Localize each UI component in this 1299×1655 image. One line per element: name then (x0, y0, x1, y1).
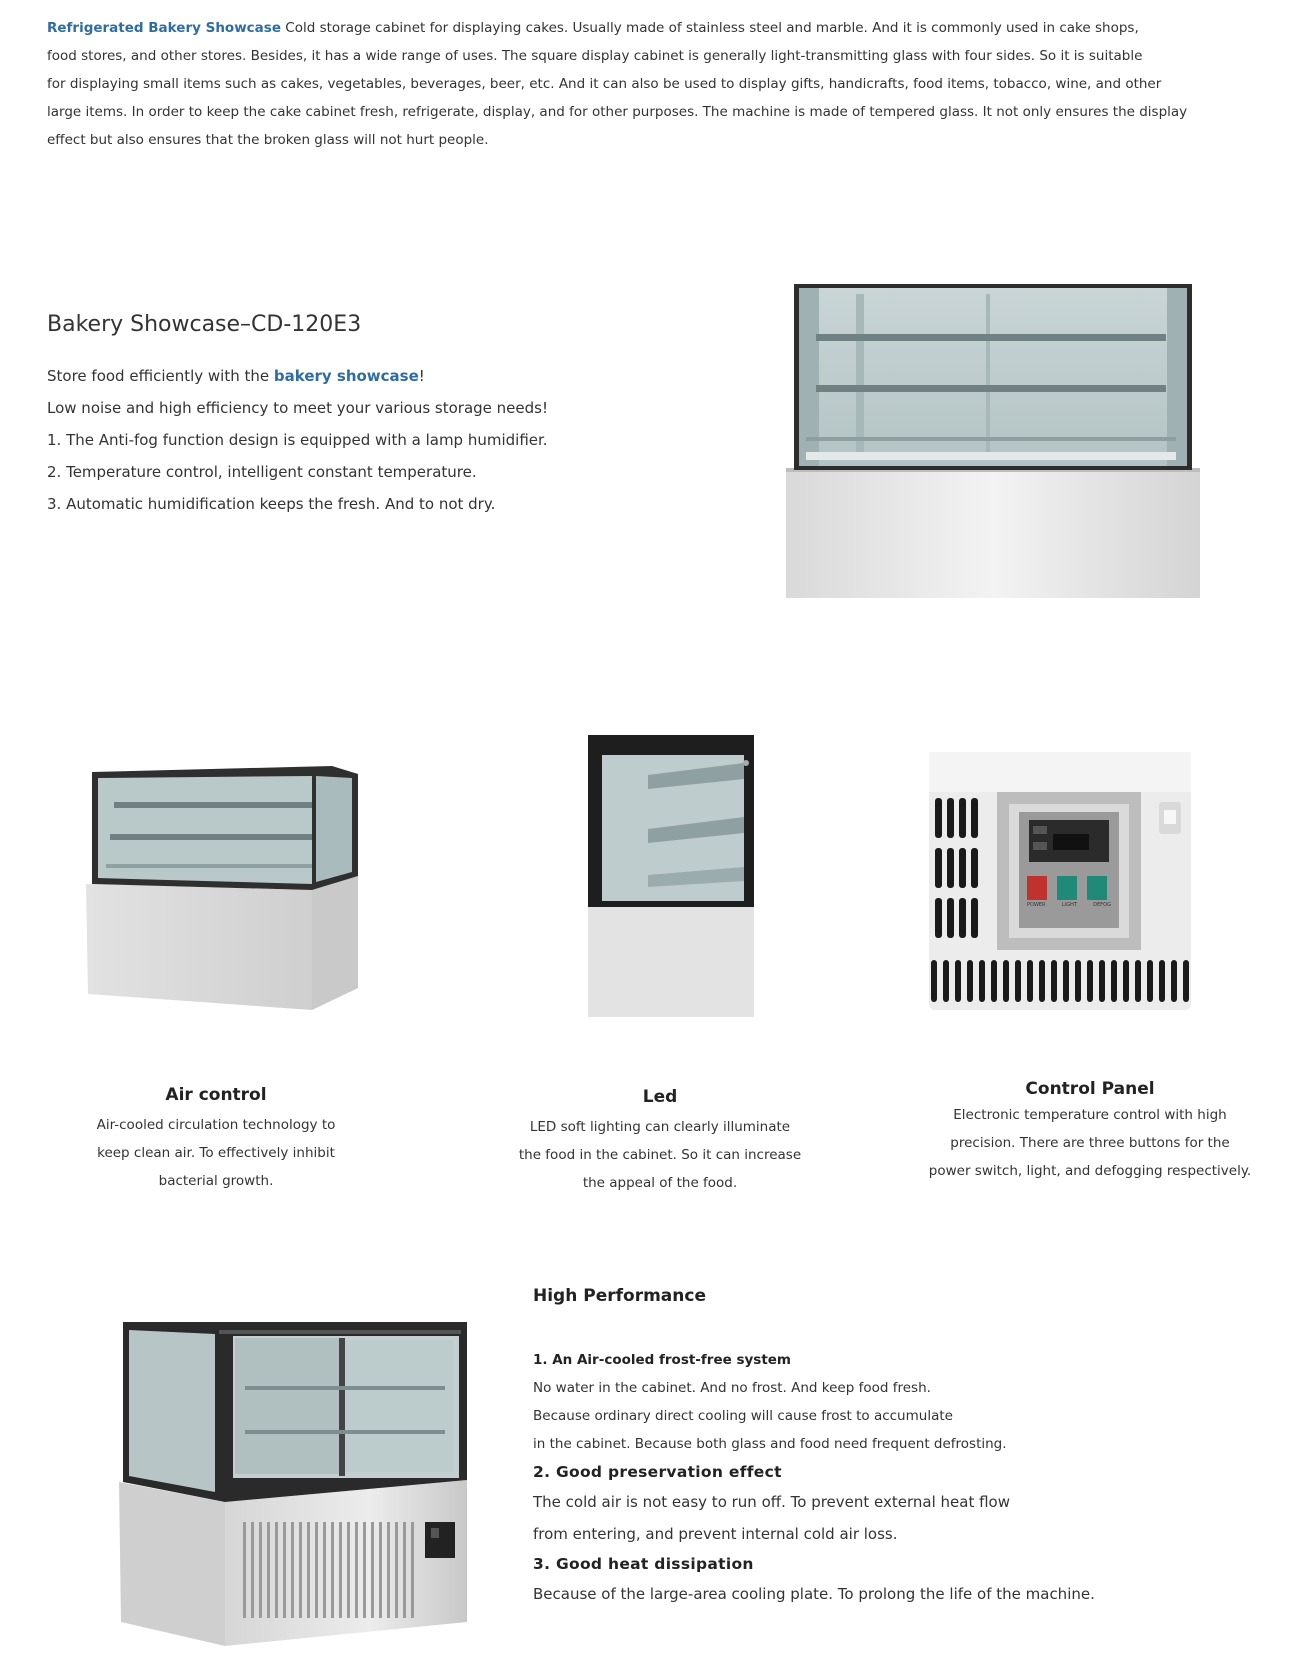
item2-title: 2. Good preservation effect (533, 1463, 782, 1481)
product-main-image (786, 282, 1200, 598)
defog-switch-label: DEFOG (1093, 902, 1111, 908)
power-switch-label: POWER (1027, 902, 1046, 908)
item1-line: Because ordinary direct cooling will cause frost to accumulate (533, 1408, 953, 1424)
item2-line: from entering, and prevent internal cold air loss. (533, 1525, 898, 1543)
light-switch-label: LIGHT (1061, 902, 1077, 908)
feature-title: Control Panel (1025, 1079, 1155, 1099)
intro-paragraph (47, 14, 1188, 154)
feature-title: Led (642, 1087, 678, 1107)
feature-air-control (66, 1085, 366, 1195)
feature-description: Electronic temperature control with high precision. There are three buttons for the power switch, light, and defogging respectively. (928, 1107, 1252, 1179)
feature-description: Air-cooled circulation technology to keep clean air. To effectively inhibit bacterial growth. (96, 1117, 336, 1189)
intro-line-3: for displaying small items such as cakes, vegetables, beverages, beer, etc. And it can also be used to display gifts, handicrafts, food items, tobacco, wine, and other (47, 76, 1162, 92)
high-performance-section (533, 1286, 1233, 1610)
product-line-1: Store food efficiently with the bakery showcase! (47, 367, 425, 385)
item3-line: Because of the large-area cooling plate. To prolong the life of the machine. (533, 1585, 1095, 1603)
led-image (588, 735, 754, 1017)
product-line-2: Low noise and high efficiency to meet your various storage needs! (47, 399, 548, 417)
item1-line: in the cabinet. Because both glass and food need frequent defrosting. (533, 1436, 1007, 1452)
feature-description: LED soft lighting can clearly illuminate the food in the cabinet. So it can increase the appeal of the food. (518, 1119, 802, 1191)
intro-line-2: food stores, and other stores. Besides, it has a wide range of uses. The square display cabinet is generally light-transmitting glass with four sides. So it is suitable (47, 48, 1143, 64)
air-control-image (86, 766, 362, 1010)
control-panel-switch-labels (1027, 902, 1111, 908)
high-performance-title: High Performance (533, 1286, 706, 1306)
item1-line: No water in the cabinet. And no frost. And keep food fresh. (533, 1380, 931, 1396)
product-description (47, 360, 667, 520)
item1-title: 1. An Air-cooled frost-free system (533, 1352, 792, 1368)
feature-led (490, 1087, 830, 1197)
feature-control-panel (910, 1079, 1270, 1185)
feature-title: Air control (165, 1085, 267, 1105)
item3-title: 3. Good heat dissipation (533, 1555, 754, 1573)
refrigerated-bakery-showcase-link[interactable]: Refrigerated Bakery Showcase (47, 20, 281, 36)
product-line-5: 3. Automatic humidification keeps the fresh. And to not dry. (47, 495, 496, 513)
intro-line-1: Refrigerated Bakery Showcase Cold storage cabinet for displaying cakes. Usually made of stainless steel and marble. And it is commonly used in cake shops, (47, 20, 1139, 36)
item2-line: The cold air is not easy to run off. To prevent external heat flow (533, 1493, 1010, 1511)
product-line-4: 2. Temperature control, intelligent constant temperature. (47, 463, 477, 481)
product-title: Bakery Showcase–CD-120E3 (47, 312, 362, 337)
intro-line-4: large items. In order to keep the cake cabinet fresh, refrigerate, display, and for other purposes. The machine is made of tempered glass. It not only ensures the display (47, 104, 1188, 120)
high-performance-image (115, 1322, 475, 1646)
control-panel-image (929, 752, 1191, 1010)
intro-line-5: effect but also ensures that the broken glass will not hurt people. (47, 132, 489, 148)
bakery-showcase-link[interactable]: bakery showcase (273, 367, 419, 385)
product-line-3: 1. The Anti-fog function design is equipped with a lamp humidifier. (47, 431, 548, 449)
